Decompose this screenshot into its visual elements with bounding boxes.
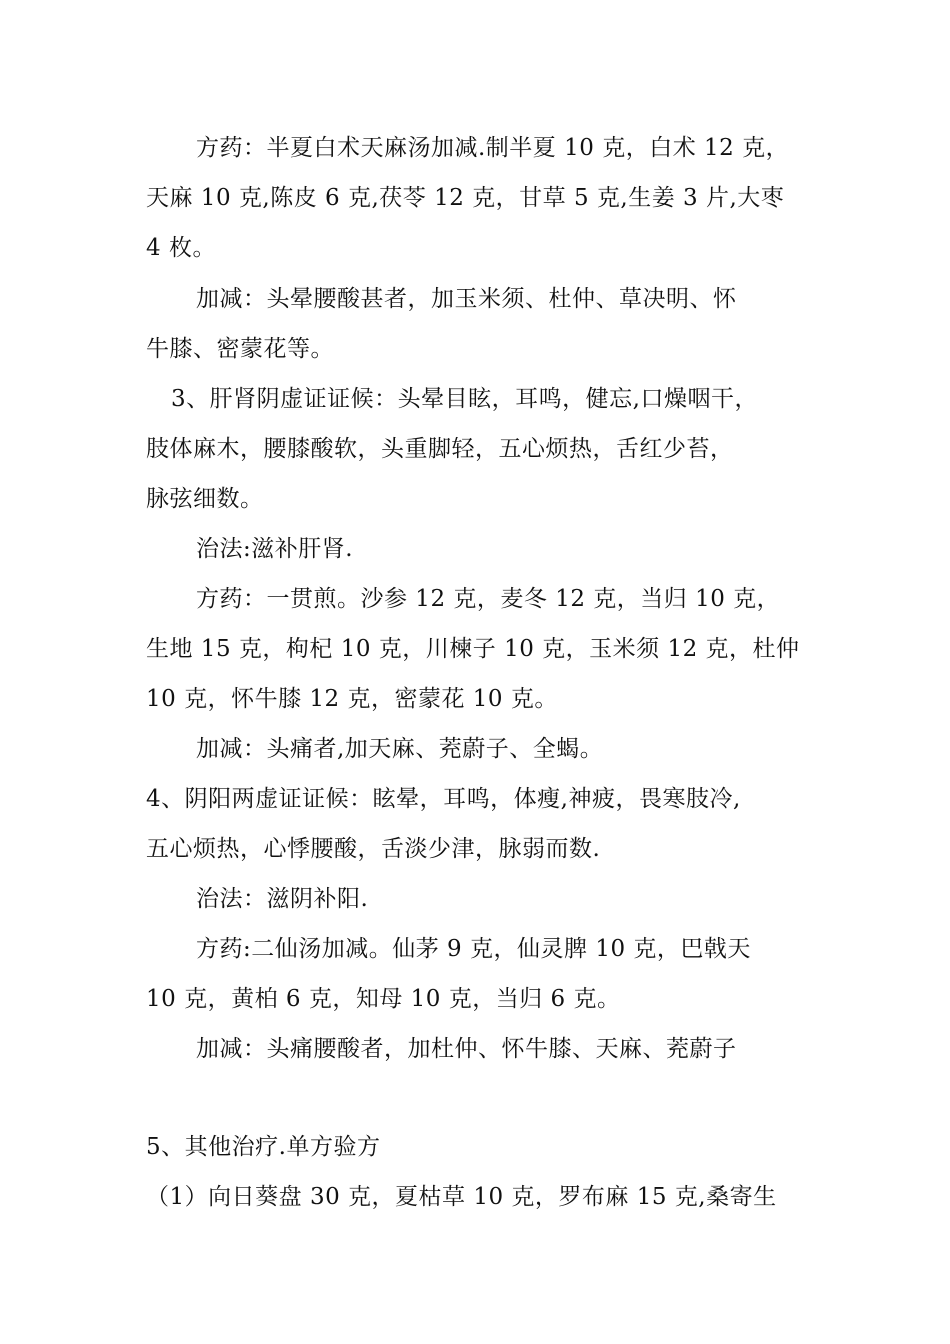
treatment-method-line: 治法:滋补肝肾. [196, 536, 354, 562]
modification-paragraph-line: 加减：头痛腰酸者，加杜仲、怀牛膝、天麻、茺蔚子 [196, 1036, 737, 1062]
symptom-paragraph-line: 肢体麻木，腰膝酸软，头重脚轻，五心烦热，舌红少苔， [146, 436, 734, 462]
symptom-paragraph-line: 五心烦热，心悸腰酸，舌淡少津，脉弱而数. [146, 836, 601, 862]
modification-paragraph-line: 加减：头痛者,加天麻、茺蔚子、全蝎。 [196, 736, 604, 762]
prescription-paragraph-line: 10 克，黄柏 6 克，知母 10 克，当归 6 克。 [146, 986, 621, 1012]
prescription-paragraph-line: 天麻 10 克,陈皮 6 克,茯苓 12 克，甘草 5 克,生姜 3 片,大枣 [146, 185, 785, 211]
section-heading-line: 3、肝肾阴虚证证候：头晕目眩，耳鸣，健忘,口燥咽干， [171, 386, 758, 412]
prescription-paragraph-line: 10 克，怀牛膝 12 克，密蒙花 10 克。 [146, 686, 558, 712]
section-heading-line: 5、其他治疗.单方验方 [146, 1134, 381, 1160]
prescription-paragraph-line: 方药：一贯煎。沙参 12 克，麦冬 12 克，当归 10 克， [196, 586, 781, 612]
prescription-paragraph-line: 方药:二仙汤加减。仙茅 9 克，仙灵脾 10 克，巴戟天 [196, 936, 751, 962]
treatment-method-line: 治法：滋阴补阳. [196, 886, 369, 912]
modification-paragraph-line: 加减：头晕腰酸甚者，加玉米须、杜仲、草决明、怀 [196, 286, 737, 312]
remedy-list-item-line: （1）向日葵盘 30 克，夏枯草 10 克，罗布麻 15 克,桑寄生 [146, 1184, 777, 1210]
symptom-paragraph-line: 脉弦细数。 [146, 486, 264, 512]
section-heading-line: 4、阴阳两虚证证候：眩晕，耳鸣，体瘦,神疲，畏寒肢冷, [146, 786, 741, 812]
modification-paragraph-line: 牛膝、密蒙花等。 [146, 336, 334, 362]
prescription-paragraph-line: 生地 15 克，枸杞 10 克，川楝子 10 克，玉米须 12 克，杜仲 [146, 636, 800, 662]
prescription-paragraph-line: 方药：半夏白术天麻汤加减.制半夏 10 克，白术 12 克， [196, 135, 790, 161]
prescription-paragraph-line: 4 枚。 [146, 235, 216, 261]
